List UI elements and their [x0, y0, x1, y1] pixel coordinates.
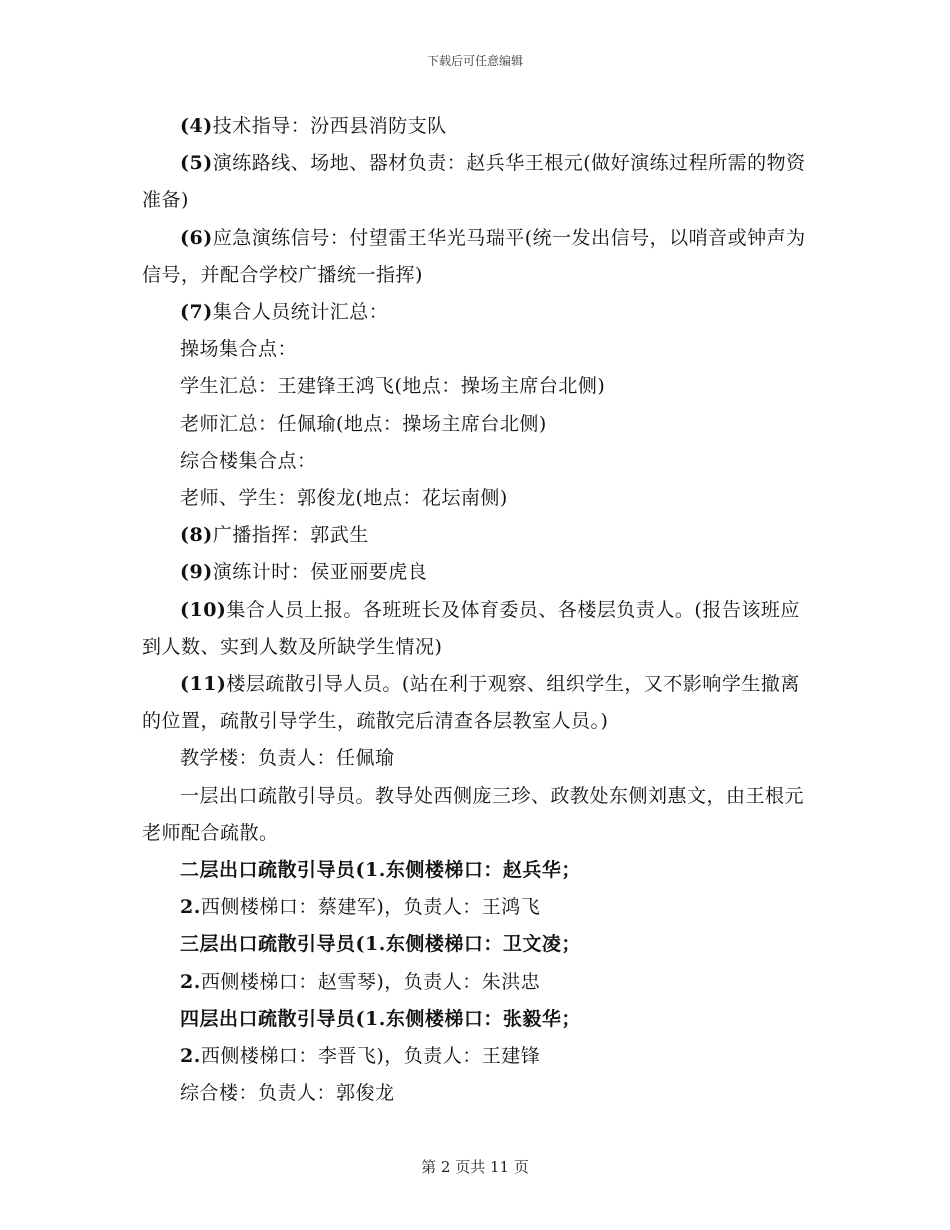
paragraph-text: 老师、学生：郭俊龙(地点：花坛南侧): [180, 487, 508, 510]
paragraph-text: 操场集合点：: [180, 338, 298, 361]
paragraph-text: 楼层疏散引导人员。(站在利于观察、组织学生，又不影响学生撤离的位置，疏散引导学生，疏散完后清查各层教室人员。): [142, 673, 800, 733]
paragraph-text: 老师汇总：任佩瑜(地点：操场主席台北侧): [180, 412, 547, 435]
paragraph-text: 学生汇总：王建锋王鸿飞(地点：操场主席台北侧): [180, 375, 606, 398]
paragraph-floor-3: [142, 926, 812, 963]
page-header: 下载后可任意编辑: [426, 54, 523, 68]
paragraph-complex-building: [142, 1075, 812, 1112]
paragraph-floor-2-west: [142, 889, 812, 926]
paragraph-floor-1: [142, 778, 812, 852]
paragraph-text: 四层出口疏散引导员(1.东侧楼梯口：张毅华；: [180, 1007, 581, 1030]
item-number: (11): [180, 673, 227, 696]
paragraph-playground-point: [142, 331, 812, 368]
paragraph-5: [142, 145, 812, 219]
document-body: [142, 108, 812, 1112]
paragraph-text: 二层出口疏散引导员(1.东侧楼梯口：赵兵华；: [180, 859, 581, 882]
paragraph-text: 综合楼集合点：: [180, 449, 317, 472]
paragraph-text: 集合人员统计汇总：: [212, 301, 389, 324]
item-number: (7): [180, 301, 213, 324]
paragraph-text: 技术指导：汾西县消防支队: [212, 115, 447, 137]
paragraph-text: 教学楼：负责人：任佩瑜: [180, 747, 395, 770]
item-number: (8): [180, 524, 213, 547]
item-number: 2.: [180, 1045, 201, 1068]
paragraph-text: 集合人员上报。各班班长及体育委员、各楼层负责人。(报告该班应到人数、实到人数及所缺学生情况): [142, 598, 800, 658]
paragraph-text: 一层出口疏散引导员。教导处西侧庞三珍、政教处东侧刘惠文，由王根元老师配合疏散。: [142, 784, 805, 844]
item-number: (10): [180, 598, 227, 621]
paragraph-6: [142, 220, 812, 294]
paragraph-text: 应急演练信号：付望雷王华光马瑞平(统一发出信号，以哨音或钟声为信号，并配合学校广播统一指挥): [142, 226, 806, 286]
item-number: 2.: [180, 970, 201, 993]
paragraph-teacher-student: [142, 480, 812, 517]
paragraph-text: 综合楼：负责人：郭俊龙: [180, 1082, 395, 1105]
paragraph-9: [142, 554, 812, 591]
item-number: (9): [180, 561, 213, 584]
paragraph-text: 演练路线、场地、器材负责：赵兵华王根元(做好演练过程所需的物资准备): [142, 152, 806, 212]
paragraph-10: [142, 592, 812, 666]
paragraph-floor-4-west: [142, 1038, 812, 1075]
paragraph-7: [142, 294, 812, 331]
item-number: 2.: [180, 896, 201, 919]
paragraph-text: 西侧楼梯口：李晋飞)，负责人：王建锋: [200, 1045, 541, 1068]
paragraph-teaching-building: [142, 740, 812, 777]
paragraph-complex-point: [142, 443, 812, 480]
paragraph-text: 广播指挥：郭武生: [212, 524, 369, 547]
paragraph-floor-4: [142, 1001, 812, 1038]
page-footer: 第 2 页共 11 页: [421, 1158, 529, 1176]
item-number: (6): [180, 226, 213, 249]
paragraph-8: [142, 517, 812, 554]
paragraph-text: 西侧楼梯口：蔡建军)，负责人：王鸿飞: [200, 896, 541, 919]
paragraph-4: [142, 108, 812, 145]
paragraph-11: [142, 666, 812, 740]
paragraph-student-summary: [142, 368, 812, 405]
paragraph-floor-3-west: [142, 964, 812, 1001]
item-number: (5): [180, 152, 213, 175]
paragraph-text: 演练计时：侯亚丽要虎良: [212, 561, 428, 584]
paragraph-text: 西侧楼梯口：赵雪琴)，负责人：朱洪忠: [200, 970, 541, 993]
paragraph-floor-2: [142, 852, 812, 889]
item-number: (4): [180, 115, 213, 137]
paragraph-teacher-summary: [142, 406, 812, 443]
paragraph-text: 三层出口疏散引导员(1.东侧楼梯口：卫文凌；: [180, 933, 581, 956]
